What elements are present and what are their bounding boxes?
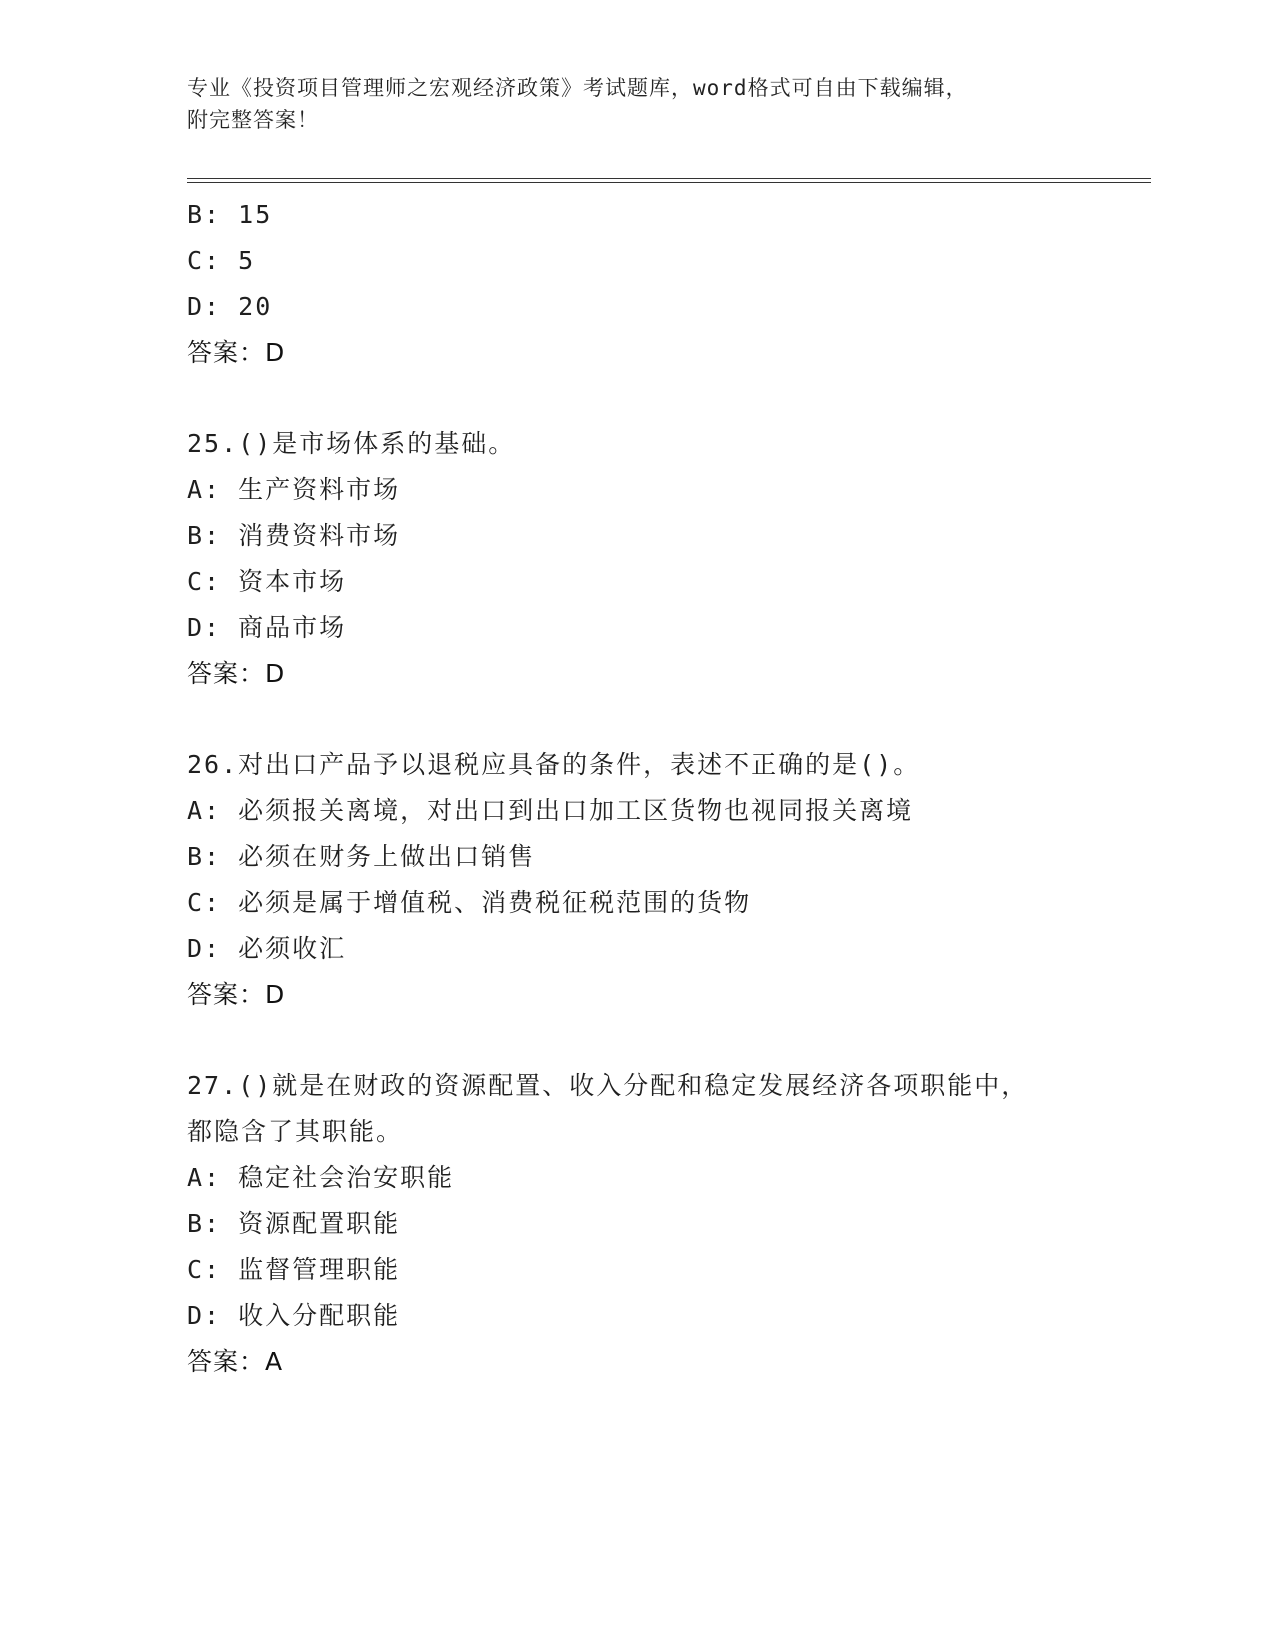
question-stem: 26.对出口产品予以退税应具备的条件，表述不正确的是()。 [187, 750, 921, 779]
header-line-1: 专业《投资项目管理师之宏观经济政策》考试题库，word格式可自由下载编辑， [187, 76, 968, 100]
question-26 [187, 742, 1147, 1018]
option-b: B: 消费资料市场 [187, 521, 401, 550]
option-b: B: 15 [187, 200, 273, 229]
header-line-2: 附完整答案！ [187, 108, 319, 132]
question-list [187, 192, 1147, 1385]
option-c: C: 资本市场 [187, 567, 347, 596]
answer: 答案：D [187, 980, 286, 1009]
answer: 答案：D [187, 659, 286, 688]
option-a: A: 必须报关离境，对出口到出口加工区货物也视同报关离境 [187, 796, 914, 825]
option-c: C: 必须是属于增值税、消费税征税范围的货物 [187, 888, 752, 917]
header-divider-bottom [187, 182, 1151, 183]
question-27 [187, 1063, 1147, 1385]
option-c: C: 监督管理职能 [187, 1255, 401, 1284]
option-d: D: 20 [187, 292, 273, 321]
option-d: D: 商品市场 [187, 613, 347, 642]
header-divider-top [187, 178, 1151, 179]
question-24-continuation [187, 192, 1147, 376]
option-d: D: 收入分配职能 [187, 1301, 401, 1330]
option-b: B: 必须在财务上做出口销售 [187, 842, 536, 871]
option-a: A: 稳定社会治安职能 [187, 1163, 455, 1192]
option-b: B: 资源配置职能 [187, 1209, 401, 1238]
question-stem-line-2: 都隐含了其职能。 [187, 1117, 404, 1146]
option-d: D: 必须收汇 [187, 934, 347, 963]
option-c: C: 5 [187, 246, 256, 275]
option-a: A: 生产资料市场 [187, 475, 401, 504]
question-stem-line-1: 27.()就是在财政的资源配置、收入分配和稳定发展经济各项职能中， [187, 1071, 1029, 1100]
answer: 答案：A [187, 1347, 284, 1376]
question-stem: 25.()是市场体系的基础。 [187, 429, 516, 458]
question-25 [187, 421, 1147, 697]
document-header [187, 72, 1087, 136]
answer: 答案：D [187, 338, 286, 367]
